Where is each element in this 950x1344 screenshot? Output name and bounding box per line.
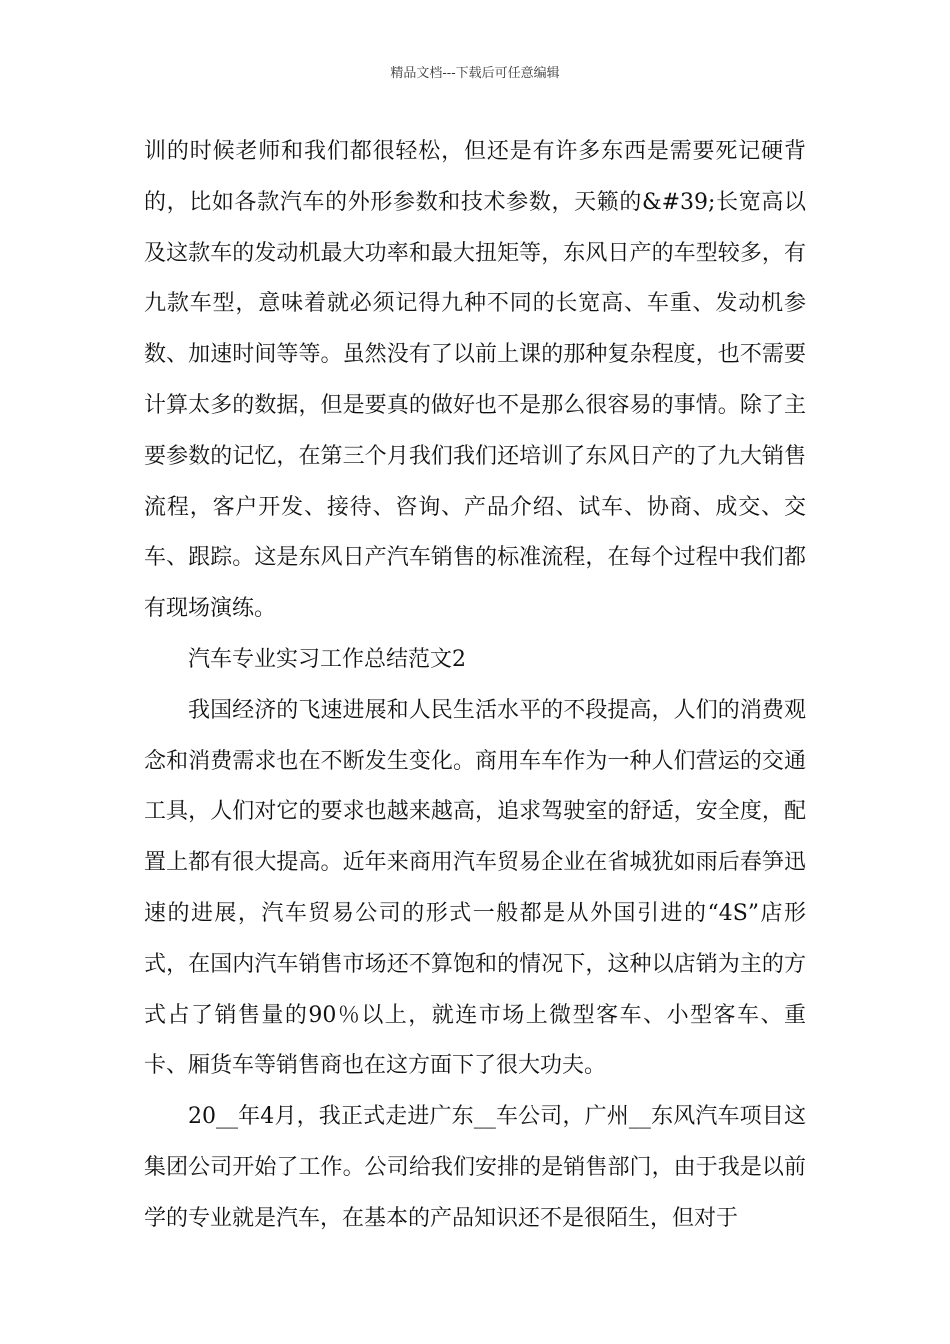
section-heading: 汽车专业实习工作总结范文2: [188, 646, 466, 672]
paragraph: 我国经济的飞速进展和人民生活水平的不段提高，人们的消费观念和消费需求也在不断发生变化。商用车车作为一种人们营运的交通工具，人们对它的要求也越来越高，追求驾驶室的舒适，安全度，配置上都有很大提高。近年来商用汽车贸易企业在省城犹如雨后春笋迅速的进展，汽车贸易公司的形式一般都是从外国引进的“4S”店形式，在国内汽车销售市场还不算饱和的情况下，这种以店销为主的方式占了销售量的90％以上，就连市场上微型客车、小型客车、重卡、厢货车等销售商也在这方面下了很大功夫。: [144, 697, 806, 1079]
document-body: [144, 127, 806, 1245]
paragraph: 20__年4月，我正式走进广东__车公司，广州__东风汽车项目这集团公司开始了工作。公司给我们安排的是销售部门，由于我是以前学的专业就是汽车，在基本的产品知识还不是很陌生，但对于: [144, 1104, 806, 1231]
paragraph-continuation: 训的时候老师和我们都很轻松，但还是有许多东西是需要死记硬背的，比如各款汽车的外形参数和技术参数，天籁的&#39;长宽高以及这款车的发动机最大功率和最大扭矩等，东风日产的车型较多，有九款车型，意味着就必须记得九种不同的长宽高、车重、发动机参数、加速时间等等。虽然没有了以前上课的那种复杂程度，也不需要计算太多的数据，但是要真的做好也不是那么很容易的事情。除了主要参数的记忆，在第三个月我们我们还培训了东风日产的了九大销售流程，客户开发、接待、咨询、产品介绍、试车、协商、成交、交车、跟踪。这是东风日产汽车销售的标准流程，在每个过程中我们都有现场演练。: [144, 139, 806, 622]
page-header: 精品文档---下载后可任意编辑: [390, 66, 560, 81]
